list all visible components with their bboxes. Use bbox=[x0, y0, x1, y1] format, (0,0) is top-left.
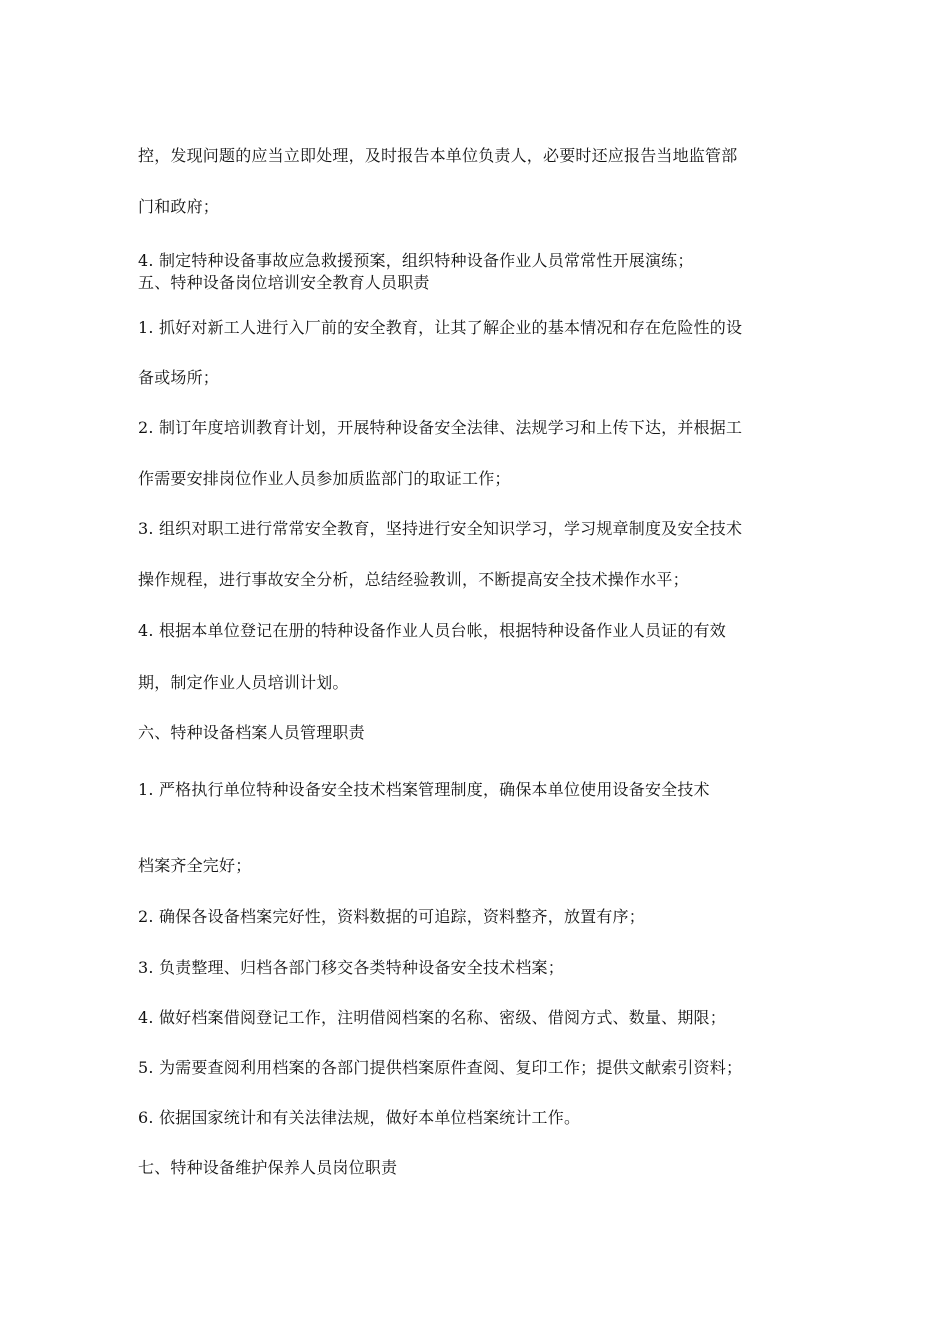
section-heading: 六、特种设备档案人员管理职责 bbox=[138, 723, 365, 742]
list-item: 5. 为需要查阅利用档案的各部门提供档案原件查阅、复印工作；提供文献索引资料； bbox=[138, 1058, 743, 1077]
list-item: 1. 严格执行单位特种设备安全技术档案管理制度，确保本单位使用设备安全技术 bbox=[138, 780, 710, 799]
paragraph-line: 控，发现问题的应当立即处理，及时报告本单位负责人，必要时还应报告当地监管部 bbox=[138, 146, 738, 165]
list-item: 4. 根据本单位登记在册的特种设备作业人员台帐，根据特种设备作业人员证的有效 bbox=[138, 621, 726, 640]
list-item: 2. 确保各设备档案完好性，资料数据的可追踪，资料整齐，放置有序； bbox=[138, 907, 645, 926]
paragraph-line: 备或场所； bbox=[138, 368, 220, 387]
section-heading: 五、特种设备岗位培训安全教育人员职责 bbox=[138, 273, 430, 292]
list-item: 3. 负责整理、归档各部门移交各类特种设备安全技术档案； bbox=[138, 958, 564, 977]
paragraph-line: 门和政府； bbox=[138, 197, 220, 216]
paragraph-line: 操作规程，进行事故安全分析，总结经验教训，不断提高安全技术操作水平； bbox=[138, 570, 689, 589]
list-item: 4. 做好档案借阅登记工作，注明借阅档案的名称、密级、借阅方式、数量、期限； bbox=[138, 1008, 726, 1027]
paragraph-line: 档案齐全完好； bbox=[138, 856, 252, 875]
list-item: 4. 制定特种设备事故应急救援预案，组织特种设备作业人员常常性开展演练； bbox=[138, 251, 694, 270]
list-item: 3. 组织对职工进行常常安全教育，坚持进行安全知识学习，学习规章制度及安全技术 bbox=[138, 519, 743, 538]
paragraph-line: 期，制定作业人员培训计划。 bbox=[138, 673, 349, 692]
section-heading: 七、特种设备维护保养人员岗位职责 bbox=[138, 1158, 398, 1177]
list-item: 1. 抓好对新工人进行入厂前的安全教育，让其了解企业的基本情况和存在危险性的设 bbox=[138, 318, 743, 337]
paragraph-line: 作需要安排岗位作业人员参加质监部门的取证工作； bbox=[138, 469, 511, 488]
list-item: 2. 制订年度培训教育计划，开展特种设备安全法律、法规学习和上传下达，并根据工 bbox=[138, 418, 743, 437]
list-item: 6. 依据国家统计和有关法律法规，做好本单位档案统计工作。 bbox=[138, 1108, 581, 1127]
